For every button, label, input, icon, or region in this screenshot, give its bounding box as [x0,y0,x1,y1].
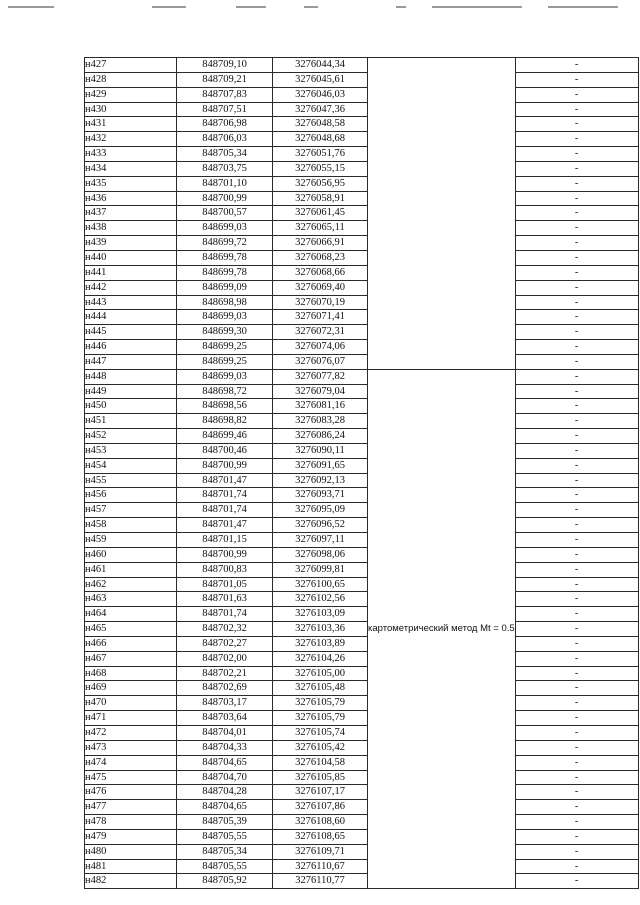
note-cell: - [515,250,638,265]
y-coordinate-cell: 3276086,24 [273,429,368,444]
x-coordinate-cell: 848699,25 [177,340,273,355]
method-cell-upper [368,58,516,370]
table-row [85,132,639,147]
point-number-cell: н444 [85,310,177,325]
note-cell: - [515,755,638,770]
point-number-cell: н465 [85,622,177,637]
point-number-cell: н448 [85,369,177,384]
x-coordinate-cell: 848709,10 [177,58,273,73]
table-row [85,280,639,295]
x-coordinate-cell: 848703,75 [177,161,273,176]
note-cell: - [515,414,638,429]
note-cell: - [515,310,638,325]
note-cell: - [515,58,638,73]
note-cell: - [515,740,638,755]
note-cell: - [515,711,638,726]
y-coordinate-cell: 3276105,00 [273,666,368,681]
table-row [85,547,639,562]
table-row [85,488,639,503]
y-coordinate-cell: 3276105,48 [273,681,368,696]
table-row [85,636,639,651]
point-number-cell: н467 [85,651,177,666]
point-number-cell: н434 [85,161,177,176]
x-coordinate-cell: 848702,21 [177,666,273,681]
y-coordinate-cell: 3276107,86 [273,800,368,815]
x-coordinate-cell: 848699,03 [177,221,273,236]
x-coordinate-cell: 848699,72 [177,236,273,251]
point-number-cell: н474 [85,755,177,770]
y-coordinate-cell: 3276048,58 [273,117,368,132]
table-row [85,310,639,325]
y-coordinate-cell: 3276107,17 [273,785,368,800]
point-number-cell: н445 [85,325,177,340]
x-coordinate-cell: 848709,21 [177,72,273,87]
y-coordinate-cell: 3276104,58 [273,755,368,770]
point-number-cell: н446 [85,340,177,355]
table-row [85,399,639,414]
note-cell: - [515,87,638,102]
y-coordinate-cell: 3276056,95 [273,176,368,191]
point-number-cell: н470 [85,696,177,711]
table-row [85,815,639,830]
table-row [85,102,639,117]
y-coordinate-cell: 3276083,28 [273,414,368,429]
x-coordinate-cell: 848704,65 [177,800,273,815]
note-cell: - [515,458,638,473]
point-number-cell: н431 [85,117,177,132]
table-row [85,58,639,73]
table-row [85,72,639,87]
table-row [85,696,639,711]
note-cell: - [515,176,638,191]
note-cell: - [515,785,638,800]
x-coordinate-cell: 848700,99 [177,458,273,473]
x-coordinate-cell: 848699,03 [177,310,273,325]
x-coordinate-cell: 848704,33 [177,740,273,755]
y-coordinate-cell: 3276068,66 [273,265,368,280]
table-row [85,681,639,696]
note-cell: - [515,340,638,355]
table-row [85,622,639,637]
point-number-cell: н441 [85,265,177,280]
x-coordinate-cell: 848699,03 [177,369,273,384]
x-coordinate-cell: 848701,63 [177,592,273,607]
table-row [85,829,639,844]
y-coordinate-cell: 3276110,67 [273,859,368,874]
point-number-cell: н456 [85,488,177,503]
x-coordinate-cell: 848702,00 [177,651,273,666]
table-row [85,117,639,132]
point-number-cell: н443 [85,295,177,310]
note-cell: - [515,280,638,295]
note-cell: - [515,206,638,221]
x-coordinate-cell: 848701,74 [177,503,273,518]
y-coordinate-cell: 3276105,79 [273,711,368,726]
x-coordinate-cell: 848699,25 [177,354,273,369]
point-number-cell: н471 [85,711,177,726]
x-coordinate-cell: 848699,46 [177,429,273,444]
note-cell: - [515,770,638,785]
y-coordinate-cell: 3276074,06 [273,340,368,355]
point-number-cell: н442 [85,280,177,295]
table-row [85,592,639,607]
point-number-cell: н438 [85,221,177,236]
note-cell: - [515,636,638,651]
x-coordinate-cell: 848701,15 [177,533,273,548]
note-cell: - [515,815,638,830]
x-coordinate-cell: 848705,34 [177,147,273,162]
table-row [85,874,639,889]
note-cell: - [515,696,638,711]
point-number-cell: н430 [85,102,177,117]
note-cell: - [515,354,638,369]
x-coordinate-cell: 848698,72 [177,384,273,399]
note-cell: - [515,117,638,132]
note-cell: - [515,369,638,384]
table-row [85,859,639,874]
x-coordinate-cell: 848700,99 [177,191,273,206]
point-number-cell: н477 [85,800,177,815]
point-number-cell: н437 [85,206,177,221]
note-cell: - [515,829,638,844]
x-coordinate-cell: 848703,17 [177,696,273,711]
y-coordinate-cell: 3276108,60 [273,815,368,830]
note-cell: - [515,592,638,607]
x-coordinate-cell: 848698,98 [177,295,273,310]
y-coordinate-cell: 3276066,91 [273,236,368,251]
table-row [85,236,639,251]
note-cell: - [515,503,638,518]
y-coordinate-cell: 3276104,26 [273,651,368,666]
x-coordinate-cell: 848701,74 [177,488,273,503]
x-coordinate-cell: 848707,51 [177,102,273,117]
table-row [85,325,639,340]
point-number-cell: н464 [85,607,177,622]
table-row [85,429,639,444]
y-coordinate-cell: 3276095,09 [273,503,368,518]
note-cell: - [515,191,638,206]
table-row [85,206,639,221]
y-coordinate-cell: 3276105,85 [273,770,368,785]
y-coordinate-cell: 3276110,77 [273,874,368,889]
note-cell: - [515,651,638,666]
note-cell: - [515,800,638,815]
y-coordinate-cell: 3276069,40 [273,280,368,295]
point-number-cell: н453 [85,443,177,458]
y-coordinate-cell: 3276065,11 [273,221,368,236]
x-coordinate-cell: 848706,98 [177,117,273,132]
table-row [85,147,639,162]
table-row [85,577,639,592]
y-coordinate-cell: 3276079,04 [273,384,368,399]
point-number-cell: н427 [85,58,177,73]
y-coordinate-cell: 3276099,81 [273,562,368,577]
point-number-cell: н460 [85,547,177,562]
x-coordinate-cell: 848705,92 [177,874,273,889]
point-number-cell: н440 [85,250,177,265]
y-coordinate-cell: 3276081,16 [273,399,368,414]
x-coordinate-cell: 848705,55 [177,859,273,874]
point-number-cell: н476 [85,785,177,800]
table-row [85,518,639,533]
table-row [85,354,639,369]
x-coordinate-cell: 848704,70 [177,770,273,785]
x-coordinate-cell: 848701,47 [177,518,273,533]
table-row [85,161,639,176]
x-coordinate-cell: 848699,30 [177,325,273,340]
point-number-cell: н482 [85,874,177,889]
note-cell: - [515,236,638,251]
note-cell: - [515,844,638,859]
y-coordinate-cell: 3276070,19 [273,295,368,310]
x-coordinate-cell: 848698,56 [177,399,273,414]
x-coordinate-cell: 848699,78 [177,265,273,280]
y-coordinate-cell: 3276090,11 [273,443,368,458]
point-number-cell: н478 [85,815,177,830]
y-coordinate-cell: 3276051,76 [273,147,368,162]
y-coordinate-cell: 3276092,13 [273,473,368,488]
y-coordinate-cell: 3276102,56 [273,592,368,607]
table-row [85,458,639,473]
x-coordinate-cell: 848704,28 [177,785,273,800]
table-row [85,562,639,577]
table-row [85,711,639,726]
y-coordinate-cell: 3276103,36 [273,622,368,637]
x-coordinate-cell: 848705,39 [177,815,273,830]
point-number-cell: н469 [85,681,177,696]
point-number-cell: н480 [85,844,177,859]
point-number-cell: н473 [85,740,177,755]
point-number-cell: н466 [85,636,177,651]
point-number-cell: н435 [85,176,177,191]
table-row [85,755,639,770]
x-coordinate-cell: 848698,82 [177,414,273,429]
note-cell: - [515,518,638,533]
x-coordinate-cell: 848701,05 [177,577,273,592]
y-coordinate-cell: 3276105,42 [273,740,368,755]
y-coordinate-cell: 3276045,61 [273,72,368,87]
point-number-cell: н462 [85,577,177,592]
y-coordinate-cell: 3276108,65 [273,829,368,844]
point-number-cell: н479 [85,829,177,844]
point-number-cell: н481 [85,859,177,874]
x-coordinate-cell: 848700,99 [177,547,273,562]
y-coordinate-cell: 3276048,68 [273,132,368,147]
point-number-cell: н432 [85,132,177,147]
point-number-cell: н451 [85,414,177,429]
note-cell: - [515,681,638,696]
point-number-cell: н461 [85,562,177,577]
table-row [85,295,639,310]
point-number-cell: н429 [85,87,177,102]
table-row [85,666,639,681]
y-coordinate-cell: 3276098,06 [273,547,368,562]
coordinates-table-body [85,58,639,889]
x-coordinate-cell: 848700,57 [177,206,273,221]
table-row [85,651,639,666]
note-cell: - [515,295,638,310]
note-cell: - [515,859,638,874]
point-number-cell: н433 [85,147,177,162]
point-number-cell: н454 [85,458,177,473]
point-number-cell: н452 [85,429,177,444]
note-cell: - [515,161,638,176]
x-coordinate-cell: 848700,83 [177,562,273,577]
table-row [85,191,639,206]
table-row [85,800,639,815]
note-cell: - [515,384,638,399]
note-cell: - [515,874,638,889]
note-cell: - [515,725,638,740]
point-number-cell: н428 [85,72,177,87]
y-coordinate-cell: 3276105,74 [273,725,368,740]
y-coordinate-cell: 3276058,91 [273,191,368,206]
point-number-cell: н455 [85,473,177,488]
x-coordinate-cell: 848702,32 [177,622,273,637]
y-coordinate-cell: 3276105,79 [273,696,368,711]
note-cell: - [515,666,638,681]
note-cell: - [515,607,638,622]
table-row [85,533,639,548]
table-row [85,265,639,280]
table-row [85,384,639,399]
x-coordinate-cell: 848700,46 [177,443,273,458]
point-number-cell: н439 [85,236,177,251]
y-coordinate-cell: 3276061,45 [273,206,368,221]
table-row [85,473,639,488]
note-cell: - [515,325,638,340]
table-row [85,725,639,740]
table-row [85,87,639,102]
point-number-cell: н459 [85,533,177,548]
note-cell: - [515,473,638,488]
note-cell: - [515,443,638,458]
y-coordinate-cell: 3276096,52 [273,518,368,533]
y-coordinate-cell: 3276103,89 [273,636,368,651]
y-coordinate-cell: 3276091,65 [273,458,368,473]
y-coordinate-cell: 3276076,07 [273,354,368,369]
y-coordinate-cell: 3276077,82 [273,369,368,384]
table-row [85,414,639,429]
note-cell: - [515,533,638,548]
x-coordinate-cell: 848704,65 [177,755,273,770]
point-number-cell: н475 [85,770,177,785]
table-row [85,607,639,622]
x-coordinate-cell: 848701,10 [177,176,273,191]
y-coordinate-cell: 3276044,34 [273,58,368,73]
method-cell: картометрический метод Mt = 0.5 [368,369,516,889]
table-row [85,176,639,191]
table-row [85,844,639,859]
y-coordinate-cell: 3276047,36 [273,102,368,117]
note-cell: - [515,577,638,592]
table-row [85,250,639,265]
y-coordinate-cell: 3276071,41 [273,310,368,325]
x-coordinate-cell: 848703,64 [177,711,273,726]
note-cell: - [515,399,638,414]
point-number-cell: н447 [85,354,177,369]
table-row [85,340,639,355]
note-cell: - [515,488,638,503]
y-coordinate-cell: 3276055,15 [273,161,368,176]
note-cell: - [515,132,638,147]
point-number-cell: н458 [85,518,177,533]
note-cell: - [515,147,638,162]
y-coordinate-cell: 3276046,03 [273,87,368,102]
point-number-cell: н468 [85,666,177,681]
y-coordinate-cell: 3276100,65 [273,577,368,592]
x-coordinate-cell: 848705,55 [177,829,273,844]
point-number-cell: н463 [85,592,177,607]
x-coordinate-cell: 848706,03 [177,132,273,147]
scan-artifact-strip [0,6,640,10]
note-cell: - [515,221,638,236]
table-row [85,443,639,458]
y-coordinate-cell: 3276103,09 [273,607,368,622]
x-coordinate-cell: 848705,34 [177,844,273,859]
point-number-cell: н472 [85,725,177,740]
note-cell: - [515,429,638,444]
table-row [85,740,639,755]
table-row [85,770,639,785]
note-cell: - [515,622,638,637]
point-number-cell: н436 [85,191,177,206]
y-coordinate-cell: 3276109,71 [273,844,368,859]
x-coordinate-cell: 848699,09 [177,280,273,295]
y-coordinate-cell: 3276072,31 [273,325,368,340]
x-coordinate-cell: 848699,78 [177,250,273,265]
table-row [85,221,639,236]
note-cell: - [515,102,638,117]
x-coordinate-cell: 848702,27 [177,636,273,651]
note-cell: - [515,72,638,87]
note-cell: - [515,562,638,577]
note-cell: - [515,547,638,562]
table-row [85,369,639,384]
point-number-cell: н450 [85,399,177,414]
x-coordinate-cell: 848704,01 [177,725,273,740]
table-row [85,785,639,800]
point-number-cell: н449 [85,384,177,399]
x-coordinate-cell: 848701,47 [177,473,273,488]
y-coordinate-cell: 3276097,11 [273,533,368,548]
y-coordinate-cell: 3276068,23 [273,250,368,265]
y-coordinate-cell: 3276093,71 [273,488,368,503]
point-number-cell: н457 [85,503,177,518]
coordinates-table [84,57,639,889]
table-row [85,503,639,518]
x-coordinate-cell: 848702,69 [177,681,273,696]
x-coordinate-cell: 848707,83 [177,87,273,102]
x-coordinate-cell: 848701,74 [177,607,273,622]
note-cell: - [515,265,638,280]
